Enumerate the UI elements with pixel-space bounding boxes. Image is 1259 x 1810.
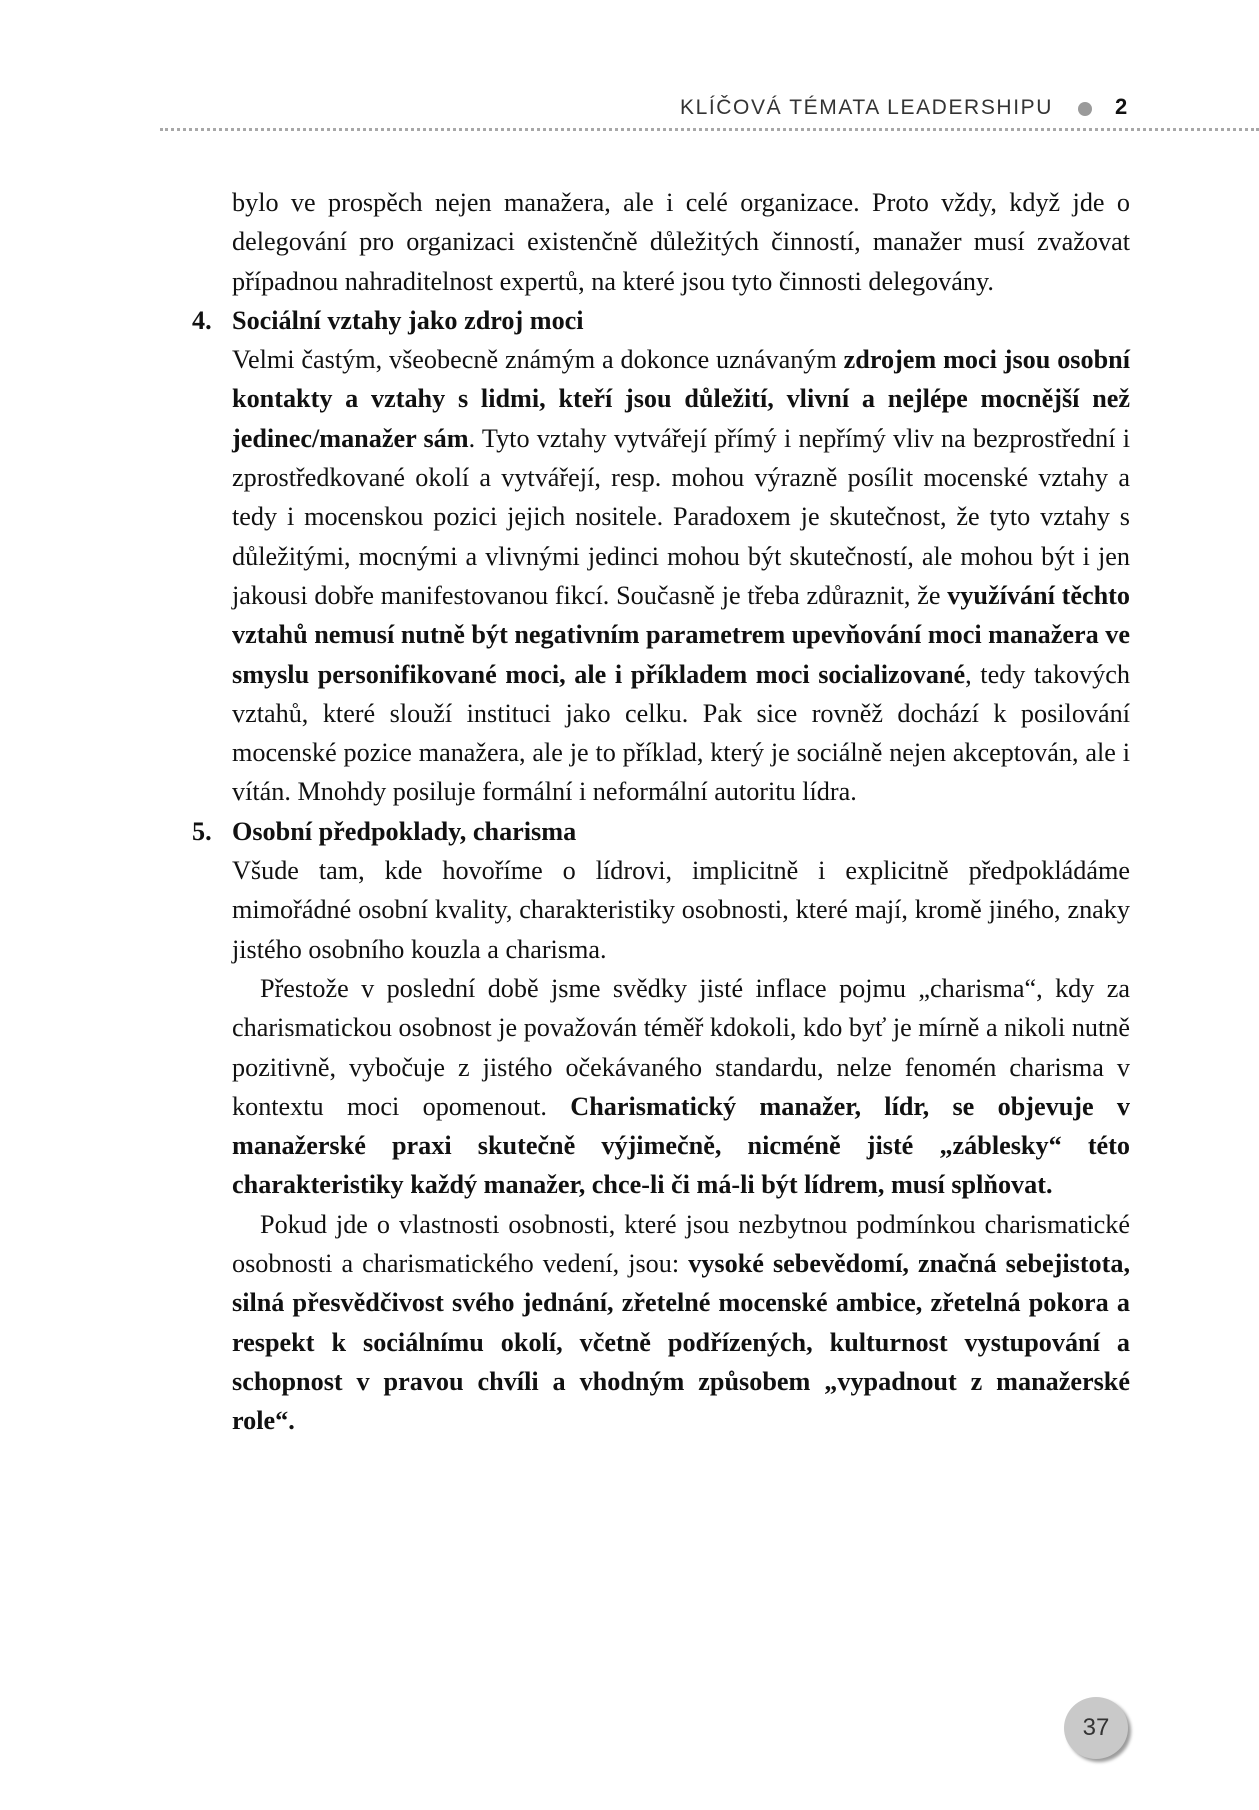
bold-text-run: vysoké sebevědomí, značná sebejistota, silná přesvědčivost svého jednání, zřetelné mocenské ambice, zřetelná pokora a respekt k sociálnímu okolí, včetně podřízených, kulturnost vystupování a schopnost v pravou chvíli a vhodným způsobem „vypadnout z manažerské role“.: [232, 1249, 1131, 1436]
text-run: Přestože v poslední době jsme svědky jisté inflace pojmu „charisma“, kdy za charismatickou osobnost je považován téměř kdokoli, kdo byť je mírně a nikoli nutně pozitivně, vybočuje z jistého očekávaného standardu, nelze fenomén charisma v kontextu moci opomenout.: [232, 973, 1130, 1121]
bold-text-run: Charismatický manažer, lídr, se objevuje v manažerské praxi skutečně výjimečně, nicméně jisté „záblesky“ této charakteristiky každý manažer, chce-li či má-li být lídrem, musí splňovat.: [232, 1091, 1130, 1200]
paragraph: [232, 969, 1130, 1205]
text-run: Pokud jde o vlastnosti osobnosti, které jsou nezbytnou podmínkou charismatické osobnosti a charismatického vedení, jsou:: [232, 1209, 1130, 1279]
chapter-number: 2: [1115, 94, 1128, 119]
gray-dot-icon: [1078, 102, 1092, 116]
bold-text-run: zdrojem moci jsou osobní kontakty a vztahy s lidmi, kteří jsou důležití, vlivní a nejlépe mocnější než jedinec/manažer sám: [232, 345, 1130, 453]
running-header-title: KLÍČOVÁ TÉMATA LEADERSHIPU: [679, 96, 1053, 119]
paragraph: Všude tam, kde hovoříme o lídrovi, implicitně i explicitně předpokládáme mimořádné osobní kvality, charakteristiky osobnosti, které mají, kromě jiného, znaky jistého osobního kouzla a charisma.: [232, 856, 1130, 964]
page-body: [192, 183, 1131, 1441]
text-run: . Tyto vztahy vytvářejí přímý i nepřímý vliv na bezprostřední i zprostředkované okolí a vytvářejí, resp. mohou výrazně posílit mocenské vztahy a tedy i mocenskou pozici jejich nositele. Paradoxem je skutečnost, že tyto vztahy s důležitými, mocnými a vlivnými jedinci mohou být skutečností, ale mohou být i jen jakousi dobře manifestovanou fikcí. Současně je třeba zdůraznit, že: [232, 423, 1131, 610]
paragraph: [232, 1205, 1130, 1441]
section-heading: Sociální vztahy jako zdroj moci: [232, 305, 584, 335]
text-run: , tedy takových vztahů, které slouží instituci jako celku. Pak sice rovněž dochází k posilování mocenské pozice manažera, ale je to příklad, který je sociálně nejen akceptován, ale i vítán. Mnohdy posiluje formální i neformální autoritu lídra.: [232, 659, 1130, 807]
section-heading: Osobní předpoklady, charisma: [232, 816, 577, 846]
page-number-badge: [1064, 1697, 1128, 1759]
list-item-5: [192, 812, 1131, 1441]
bold-text-run: využívání těchto vztahů nemusí nutně být negativním parametrem upevňování moci manažera ve smyslu personifikované moci, ale i příkladem moci socializované: [232, 580, 1130, 689]
page-number: 37: [1082, 1714, 1110, 1741]
paragraph: [232, 340, 1130, 812]
text-run: Velmi častým, všeobecně známým a dokonce uznávaným: [232, 345, 844, 375]
list-item-4: [192, 301, 1131, 812]
header-dotted-rule: [160, 128, 1259, 131]
list-number: 5.: [192, 816, 212, 846]
list-number: 4.: [192, 305, 212, 335]
continuation-paragraph: bylo ve prospěch nejen manažera, ale i celé organizace. Proto vždy, když jde o delegování pro organizaci existenčně důležitých činností, manažer musí zvažovat případnou nahraditelnost expertů, na které jsou tyto činnosti delegovány.: [232, 188, 1130, 296]
